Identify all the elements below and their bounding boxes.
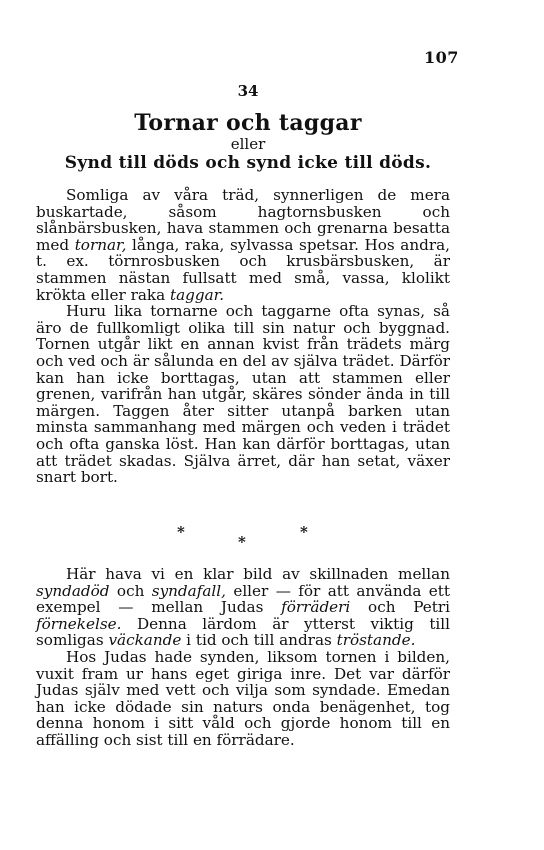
section-separator <box>0 523 496 557</box>
paragraph-3-text-c: eller — för att använda ett exempel — mellan Judas <box>36 581 450 617</box>
paragraph-2-text: Huru lika tornarne och taggarne ofta synas, så äro de fullkomligt olika till sin natur och byggnad. Tornen utgår likt en annan kvist från trädets märg och ved och är sålunda en del av själva trädet. Därför kan han icke borttagas, utan att stammen eller grenen, varifrån han utgår, skäres sönder ända in till märgen. Taggen åter sitter utanpå barken utan minsta sammanhang med märgen och veden i trädet och ofta ganska löst. Han kan därför borttagas, utan att trädet skadas. Själva ärret, där han setat, växer snart bort. <box>36 302 450 487</box>
paragraph-4-text: Hos Judas hade synden, liksom tornen i bilden, vuxit fram ur hans eget giriga inre. Det var därför Judas själv med vett och vilja som syndade. Emedan han icke dödade sin naturs onda benägenhet, tog denna honom i sitt våld och gjorde honom till en affälling och sist till en förrädare. <box>36 647 450 749</box>
paragraph-1-text-b: långa, raka, sylvassa spetsar. Hos andra, t. ex. törnrosbusken och krusbärsbusken, är stammen nästan fullsatt med små, vassa, klolikt krökta eller raka <box>36 235 450 304</box>
paragraph-3-text-b: och <box>109 581 152 600</box>
paragraph-3-italic-c: förräderi <box>281 598 351 617</box>
paragraph-3-text-f: i tid och till andras <box>181 631 337 650</box>
text-block-lower <box>36 566 450 749</box>
chapter-number: 34 <box>237 82 259 100</box>
page-number: 107 <box>424 48 459 67</box>
chapter-subtitle: Synd till döds och synd icke till döds. <box>64 153 432 173</box>
chapter-title: Tornar och taggar <box>134 110 362 136</box>
separator-star-right: * <box>300 523 308 541</box>
paragraph-3-text-a: Här hava vi en klar bild av skillnaden mellan <box>66 565 450 583</box>
paragraph-3-italic-a: syndadöd <box>36 581 110 600</box>
paragraph-3-italic-b: syndafall, <box>151 581 226 600</box>
paragraph-3 <box>36 566 450 649</box>
paragraph-1-italic-a: tornar, <box>74 235 127 254</box>
paragraph-1 <box>36 187 450 303</box>
paragraph-1-italic-b: taggar. <box>169 285 225 304</box>
paragraph-4 <box>36 649 450 749</box>
paragraph-2 <box>36 303 450 486</box>
paragraph-3-text-d: och Petri <box>350 598 450 617</box>
paragraph-3-italic-d: förnekelse. <box>36 614 122 633</box>
paragraph-1-text-a: Somliga av våra träd, synnerligen de mera buskartade, såsom hagtornsbusken och slånbärsbusken, hava stammen och grenarna besatta med <box>36 186 450 254</box>
paragraph-3-italic-f: tröstande. <box>336 631 416 650</box>
paragraph-3-italic-e: väckande <box>108 631 182 650</box>
paragraph-3-text-e: Denna lärdom är ytterst viktig till somligas <box>36 614 450 650</box>
separator-star-center: * <box>238 533 246 551</box>
subtitle-connector: eller <box>230 135 266 153</box>
text-block-upper <box>36 187 450 486</box>
separator-star-left: * <box>177 523 185 541</box>
